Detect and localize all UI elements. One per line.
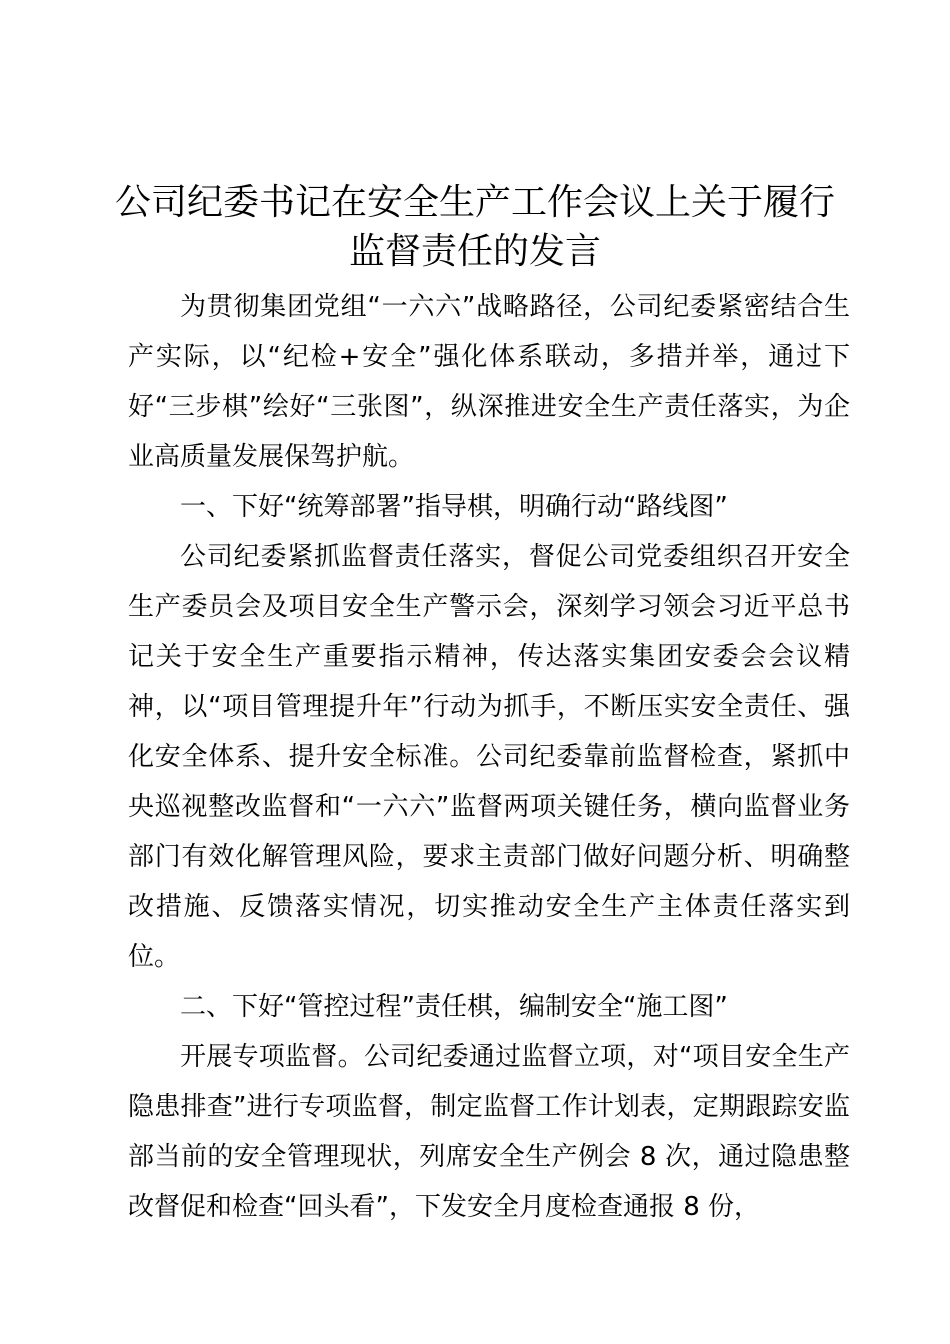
section-1-paragraph: 公司纪委紧抓监督责任落实，督促公司党委组织召开安全生产委员会及项目安全生产警示会，深刻学习领会习近平总书记关于安全生产重要指示精神，传达落实集团安委会会议精神，以“项目管理提升年”行动为抓手，不断压实安全责任、强化安全体系、提升安全标准。公司纪委靠前监督检查，紧抓中央巡视整改监督和“一六六”监督两项关键任务，横向监督业务部门有效化解管理风险，要求主责部门做好问题分析、明确整改措施、反馈落实情况，切实推动安全生产主体责任落实到位。 — [128, 542, 850, 972]
intro-paragraph: 为贯彻集团党组“一六六”战略路径，公司纪委紧密结合生产实际，以“纪检+安全”强化体系联动，多措并举，通过下好“三步棋”绘好“三张图”，纵深推进安全生产责任落实，为企业高质量发展保驾护航。 — [128, 292, 850, 472]
document-title: 公司纪委书记在安全生产工作会议上关于履行监督责任的发言 — [114, 182, 835, 272]
document-body — [128, 282, 850, 1232]
section-2-paragraph: 开展专项监督。公司纪委通过监督立项，对“项目安全生产隐患排查”进行专项监督，制定监督工作计划表，定期跟踪安监部当前的安全管理现状，列席安全生产例会 8 次，通过隐患整改督促和检查“回头看”，下发安全月度检查通报 8 份， — [128, 1042, 850, 1222]
section-heading-1: 一、下好“统筹部署”指导棋，明确行动“路线图” — [180, 492, 728, 522]
section-heading-2: 二、下好“管控过程”责任棋，编制安全“施工图” — [180, 992, 728, 1022]
